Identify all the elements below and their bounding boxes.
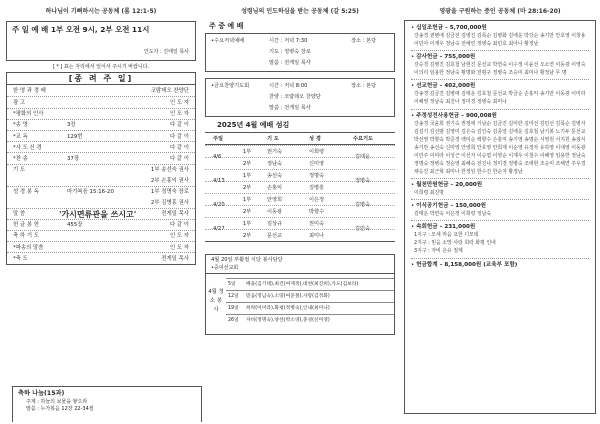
offering-group <box>411 262 589 269</box>
cleaning-row <box>226 314 394 326</box>
order-row <box>7 85 195 96</box>
service-part: 1부 <box>243 172 252 179</box>
order-detail: 3장 <box>67 122 76 129</box>
offering-heading <box>411 203 589 210</box>
scripture-name: 이은정 <box>309 196 325 203</box>
offering-group <box>411 54 589 80</box>
order-title: [종 려 주 일] <box>6 72 196 85</box>
schedule-week <box>205 169 395 193</box>
order-item: *송 영 <box>13 122 28 129</box>
order-leader: 다 같 이 <box>169 144 189 151</box>
order-row <box>7 119 195 130</box>
fri-place: 장소 : 본당 <box>351 82 377 89</box>
offering-title: 십일조헌금 – 5,700,000원 <box>416 25 487 31</box>
cell-sharing-theme: 주제 : 하늘의 보물을 쌓으라 <box>26 398 88 405</box>
service-part: 1부 <box>243 220 252 227</box>
order-row <box>7 252 195 263</box>
scripture-name: 정명숙 <box>309 172 325 179</box>
schedule-title: 2025년 4월 예배 섬김 <box>217 120 290 129</box>
divider <box>411 109 589 110</box>
offering-heading <box>411 262 589 269</box>
divider <box>411 220 589 221</box>
order-leader: 다 같 이 <box>169 122 189 129</box>
bullet-icon: • <box>411 54 417 61</box>
divider <box>411 258 589 259</box>
order-item: 성 경 봉 독 <box>13 189 39 196</box>
order-leader-2: 2부 손홍익 권사 <box>150 177 189 184</box>
order-leader: 인 도 자 <box>169 244 189 251</box>
order-leader: 다 같 이 <box>169 155 189 162</box>
order-item: 기 도 <box>13 167 26 174</box>
week-date: 4/6 <box>213 153 222 160</box>
order-leader: 1부 송선숙 권사 <box>150 167 189 174</box>
meal-service-box <box>205 254 395 336</box>
offering-title: 속회헌금 – 231,000원 <box>416 224 476 231</box>
order-detail: '가시면류관을 쓰시고' <box>59 209 137 219</box>
offering-title: 감사헌금 – 755,000원 <box>416 54 476 61</box>
wed-prayer-name: 정병숙 <box>355 177 371 184</box>
divider <box>411 79 589 80</box>
meal-group: •중여선교회 <box>206 265 394 274</box>
header-prayer: 기 도 <box>267 135 279 142</box>
offering-names: 강송경 국윤희 권기숙 권정애 기남순 김금진 김미란 김미선 김민선 김목순 김병자 김설기 김선범 김영미 김은숙 김인숙 김종열 김태운 김호철 남기봉 노기두 문선교 박선영 박향숙 박준경 백미순 백향수 손홍익 송기영 송명순 서영원 서지원 송광식 송기만 송선숙 신미영 안영희 안호영 안희제 이순영 유정자 유하영 이대영 이동광 이만주 이미라 이성근 이선자 이승엽 이영순 이재우 이철수 이혜영 임용한 정남숙 정명숙 정병숙 정순영 최혜숙 전진나 정미경 정병숙 조태현 조승미 조해연 주우경 채승진 최근혁 최미나 한정임 한수진 한순자 황정남 <box>414 120 586 176</box>
scripture-name: 신미영 <box>309 160 325 167</box>
header-scripture: 성 경 <box>309 135 321 142</box>
prayer-name: 문선교 <box>267 232 283 239</box>
order-detail: 마가복음 15:16-20 <box>67 189 114 196</box>
cell-sharing-title: 축하 나눔(15과) <box>18 390 65 397</box>
offering-heading <box>411 182 589 189</box>
cleaning-row <box>226 290 394 302</box>
order-row <box>7 164 195 186</box>
prayer-name: 이동광 <box>267 208 283 215</box>
order-leader: 인 도 자 <box>169 111 189 118</box>
offering-group <box>411 182 589 200</box>
order-detail: 129번 <box>67 133 83 140</box>
wed-prayer-name: 김태운 <box>355 153 371 160</box>
divider <box>411 50 589 51</box>
offering-heading <box>411 25 589 32</box>
friday-service <box>205 78 395 117</box>
bullet-icon: • <box>411 83 417 90</box>
offering-group <box>411 25 589 51</box>
wed-time: 시간 : 저녁 7:30 <box>269 37 308 44</box>
order-item: 한 영 과 경 배 <box>13 87 46 94</box>
scripture-name: 박향수 <box>309 208 325 215</box>
serving-schedule <box>205 132 395 242</box>
wed-prayer: 기도 : 정병숙 장로 <box>269 48 311 55</box>
prayer-name: 김상규 <box>267 220 283 227</box>
schedule-week <box>205 145 395 169</box>
order-row <box>7 186 195 208</box>
bullet-icon: • <box>411 261 417 268</box>
column-weekday <box>205 0 395 424</box>
offering-group <box>411 203 589 221</box>
offering-names: 이희령 최진명 <box>414 190 444 197</box>
fri-time: 시간 : 저녁 8:00 <box>269 82 308 89</box>
order-leader-2: 2부 김병흥 권사 <box>150 199 189 206</box>
offering-names: 강송경 권병애 김금전 김병진 김목순 김병화 김태운 박강순 송기만 안호영 이창용 이민아 이재우 정남숙 전예린 정병숙 최민호 최아나 황정남 <box>414 32 586 48</box>
bullet-icon: • <box>411 203 417 210</box>
offering-group <box>411 83 589 109</box>
column-title: 영광을 구원하는 증인 공동체 (마 28:16-20) <box>439 8 561 15</box>
order-row <box>7 96 195 107</box>
bullet-icon: • <box>411 182 417 189</box>
service-part: 2부 <box>243 232 252 239</box>
order-item: 헌 금 봉 헌 <box>13 222 39 229</box>
service-part: 2부 <box>243 160 252 167</box>
order-leader: 인 도 자 <box>169 99 189 106</box>
order-row <box>7 208 195 219</box>
offering-group <box>411 113 589 180</box>
order-leader: 다 같 이 <box>169 133 189 140</box>
column-offerings <box>404 0 596 424</box>
cleaning-date: 5일 <box>228 282 236 288</box>
scripture-name: 최미나 <box>309 232 325 239</box>
prayer-name: 손홍익 <box>267 184 283 191</box>
cleaning-teams: 자비(정명숙),양선(박소영),충성(신미영) <box>246 318 330 324</box>
order-item: *찬 송 <box>13 155 28 162</box>
offering-names: 강승경 김병진 김호철 남현진 문선교 박연숙 이수정 이윤선 오소연 이동광 이영숙 이의리 임용한 정남숙 황명화 전평구 정병숙 조승미 최미나 황정남 무 명 <box>414 62 586 77</box>
scripture-name: 김병흥 <box>309 184 325 191</box>
order-leader: 인 도 자 <box>169 233 189 240</box>
offering-title: 헌금합계 – 8,158,000원 (교육부 포함) <box>416 261 518 268</box>
scripture-name: 권미숙 <box>309 220 325 227</box>
wed-prayer-name: 김병숙 <box>355 201 371 208</box>
fri-name: •금요찬양기도회 <box>211 82 250 89</box>
wed-place: 장소 : 본당 <box>351 37 377 44</box>
offering-list <box>404 20 596 414</box>
cleaning-date: 12일 <box>228 294 239 300</box>
week-date: 4/20 <box>213 201 225 208</box>
service-part: 1부 <box>243 148 252 155</box>
order-row <box>7 130 195 141</box>
order-leader: 코람데오 찬양단 <box>150 87 189 94</box>
schedule-week <box>205 217 395 241</box>
order-row <box>7 230 195 241</box>
offering-heading <box>411 113 589 120</box>
column-worship <box>6 0 196 424</box>
sunday-service-times: 주 일 예 배 1부 오전 9시, 2부 오전 11시 <box>12 25 150 34</box>
order-of-service <box>6 85 196 264</box>
cell-sharing-box <box>12 386 202 422</box>
offering-heading <box>411 83 589 90</box>
bullet-icon: • <box>411 25 417 31</box>
offering-heading <box>411 224 589 231</box>
schedule-week <box>205 193 395 217</box>
offering-names: 김태운 박연숙 이은정 이희령 정남숙 <box>414 211 492 218</box>
column-title: 하나님이 기뻐하시는 공동체 (롬 12:1-5) <box>45 8 157 15</box>
order-leader: 다 같 이 <box>169 222 189 229</box>
offering-title: 이식공기헌금 – 150,000원 <box>416 203 487 210</box>
order-row <box>7 219 195 230</box>
header-wed-prayer: 수요기도 <box>353 135 374 142</box>
sunday-service-box <box>6 21 196 61</box>
bullet-icon: • <box>411 112 417 119</box>
prayer-name: 송선숙 <box>267 172 283 179</box>
order-row <box>7 108 195 119</box>
order-item: *사 도 신 경 <box>13 144 42 151</box>
offering-names: 강송경 김금진 김병애 김태운 김호철 문선교 박금순 손홍익 송기만 이동광 이미라 이혜영 정남숙 최진나 정미경 정병숙 최미나 <box>414 91 586 106</box>
cleaning-teams: 희락(이미라),화평(정병숙),인내(최미나) <box>246 306 330 312</box>
order-item: *교 독 <box>13 133 28 140</box>
order-item: *파송의 말씀 <box>13 244 44 251</box>
prayer-name: 안영희 <box>267 196 283 203</box>
cleaning-date: 19일 <box>228 306 239 312</box>
order-leader: 전게일 목사 <box>161 211 189 218</box>
wednesday-service <box>205 33 395 72</box>
service-part: 2부 <box>243 184 252 191</box>
bullet-icon: • <box>411 224 417 231</box>
cleaning-label: 4월 청소 봉사 <box>208 289 224 314</box>
fri-praise: 찬양 : 코람데오 찬양단 <box>269 93 321 100</box>
weekday-heading: 주 중 예 배 <box>209 22 244 30</box>
order-detail: 455장 <box>67 222 83 229</box>
order-detail: 37장 <box>67 155 80 162</box>
order-item: 광 고 <box>13 99 26 106</box>
wed-sermon: 말씀 : 전게일 목사 <box>269 59 311 66</box>
offering-title: 선교헌금 – 402,000원 <box>416 83 476 90</box>
column-title: 성령님의 인도하심을 받는 공동체 (갈 5:25) <box>241 8 359 15</box>
order-item: *평화의 인사 <box>13 111 44 118</box>
cell-sharing-scripture: 말씀 : 누가복음 12장 22-34절 <box>26 406 94 412</box>
order-leader: 전게일 목사 <box>161 255 189 262</box>
wed-name: •수요저녁예배 <box>211 37 245 44</box>
offering-title: 월천만원헌금 – 20,000원 <box>416 182 483 189</box>
cleaning-date: 26일 <box>228 318 239 324</box>
cleaning-row <box>226 278 394 290</box>
order-item: 말 씀 <box>13 211 26 218</box>
header-week: 주일 <box>213 135 224 142</box>
offering-title: 주정성전사용헌금 – 900,008원 <box>416 112 497 119</box>
order-row <box>7 152 195 163</box>
meal-title: 4월 20일 부활절 식당 봉사담당 <box>211 256 283 263</box>
prayer-name: 권기숙 <box>267 148 283 155</box>
offering-group <box>411 224 589 258</box>
order-item: 축 하 기 도 <box>13 233 39 240</box>
prayer-name: 정남숙 <box>267 160 283 167</box>
divider <box>411 178 589 179</box>
service-part: 1부 <box>243 196 252 203</box>
week-date: 4/27 <box>213 225 225 232</box>
cleaning-teams: 믿음(정남숙),소망(여준철),사랑(김정화) <box>246 294 330 300</box>
schedule-header <box>205 133 395 145</box>
fri-sermon: 말씀 : 전게일 목사 <box>269 104 311 111</box>
offering-heading <box>411 54 589 61</box>
scripture-name: 이희령 <box>309 148 325 155</box>
cleaning-teams: 배을(김기태),최건(여재정),대천(최진희),가도(김보라) <box>246 282 359 288</box>
service-leader: 인도자 : 진태일 목사 <box>143 49 189 55</box>
cleaning-table <box>206 274 394 334</box>
order-item: *축 도 <box>13 255 28 262</box>
service-part: 2부 <box>243 208 252 215</box>
order-row <box>7 141 195 152</box>
divider <box>411 199 589 200</box>
offering-names: 1지구 : 모세 마음 요한 디모데 2지구 : 믿음 소망 사랑 희락 화평 인내 3지구 : 자비 온유 절제 <box>414 232 496 255</box>
order-row <box>7 241 195 252</box>
week-date: 4/13 <box>213 177 225 184</box>
wed-prayer-name: 김민숙 <box>355 225 371 232</box>
standing-note: [ * ] 표는 자리에서 일어서 주시기 바랍니다. <box>52 64 150 70</box>
order-leader: 1부 정명숙 장로 <box>150 189 189 196</box>
cleaning-row <box>226 302 394 314</box>
